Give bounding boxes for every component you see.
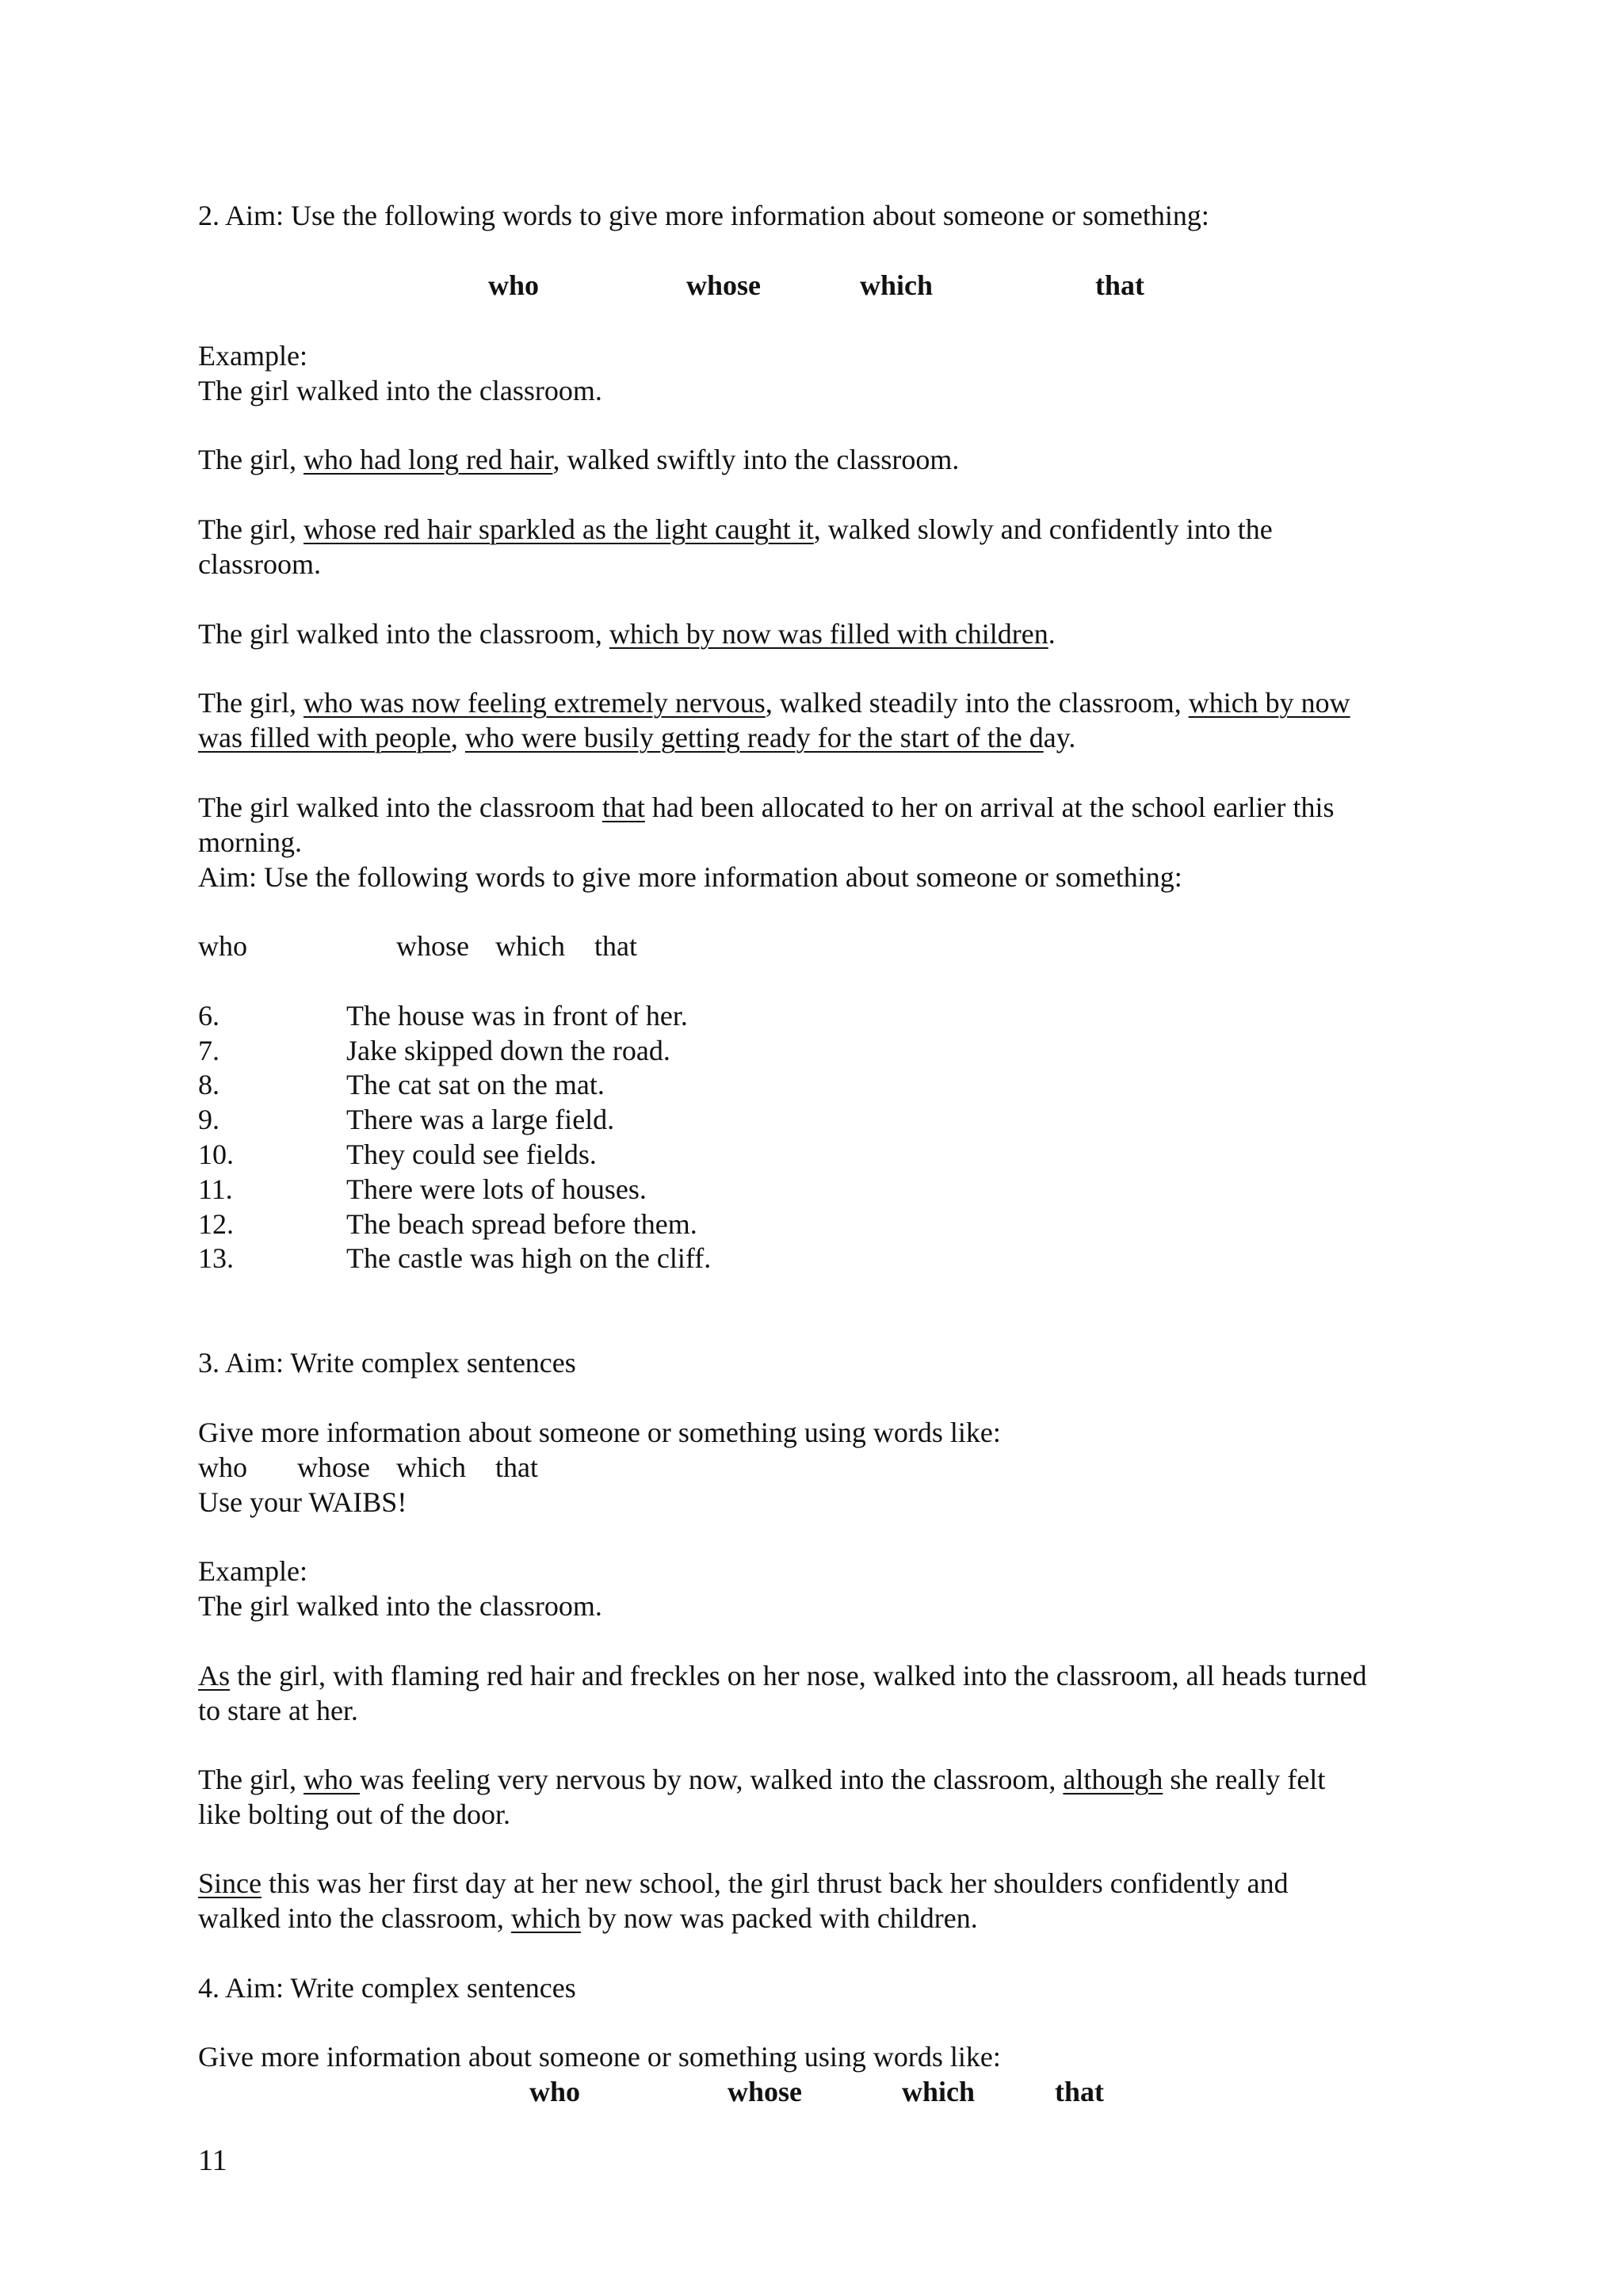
example-label: Example:	[198, 1555, 307, 1587]
connective-underline: although	[1063, 1764, 1163, 1795]
relative-clause-underline: who was now feeling extremely nervous	[303, 687, 766, 719]
relative-clause-underline: which by now was filled with children	[609, 618, 1048, 650]
example-sentence-1: The girl, who had long red hair, walked swiftly into the classroom.	[198, 444, 960, 475]
section3-intro: Give more information about someone or something using words like:	[198, 1417, 1001, 1448]
list-item-number: 13.	[198, 1242, 234, 1274]
list-item: The house was in front of her.	[346, 1000, 688, 1032]
example-sentence-5-cont: morning.	[198, 826, 302, 858]
complex-sentence-1: As the girl, with flaming red hair and freckles on her nose, walked into the classroom, all heads turned	[198, 1660, 1367, 1691]
example-base-sentence: The girl walked into the classroom.	[198, 1590, 602, 1622]
section4-intro: Give more information about someone or something using words like:	[198, 2041, 1001, 2073]
word-that: that	[594, 930, 637, 962]
example-base-sentence: The girl walked into the classroom.	[198, 375, 602, 406]
keyword-who: who	[529, 2076, 581, 2107]
waibs-reminder: Use your WAIBS!	[198, 1486, 407, 1518]
keyword-whose: whose	[727, 2076, 803, 2107]
section2-aim: 2. Aim: Use the following words to give more information about someone or something:	[198, 200, 1209, 231]
list-item-number: 7.	[198, 1035, 220, 1066]
word-which: which	[396, 1451, 466, 1483]
list-item: There was a large field.	[346, 1104, 615, 1135]
complex-sentence-1-cont: to stare at her.	[198, 1695, 358, 1726]
section4-aim: 4. Aim: Write complex sentences	[198, 1972, 576, 2004]
list-item: The cat sat on the mat.	[346, 1069, 605, 1100]
connective-underline: which	[510, 1902, 581, 1934]
keyword-whose: whose	[686, 269, 762, 301]
connective-underline: who	[303, 1764, 360, 1795]
word-that: that	[495, 1451, 538, 1483]
word-whose: whose	[297, 1451, 370, 1483]
relative-clause-underline: was filled with people	[198, 722, 451, 753]
word-who: who	[198, 930, 247, 962]
word-whose: whose	[396, 930, 469, 962]
example-sentence-3: The girl walked into the classroom, which by now was filled with children.	[198, 618, 1056, 650]
example-sentence-4-cont: was filled with people, who were busily getting ready for the start of the day.	[198, 722, 1076, 753]
list-item: They could see fields.	[346, 1138, 597, 1170]
example-sentence-2-cont: classroom.	[198, 548, 321, 580]
relative-clause-underline: which by now	[1188, 687, 1350, 719]
list-item-number: 12.	[198, 1208, 234, 1240]
list-item: Jake skipped down the road.	[346, 1035, 670, 1066]
list-item-number: 11.	[198, 1173, 233, 1205]
list-item: The beach spread before them.	[346, 1208, 697, 1240]
page-number: 11	[198, 2144, 227, 2177]
relative-clause-underline: that	[601, 791, 645, 823]
keyword-that: that	[1095, 269, 1144, 301]
word-who: who	[198, 1451, 247, 1483]
complex-sentence-2: The girl, who was feeling very nervous by now, walked into the classroom, although she really felt	[198, 1764, 1326, 1795]
complex-sentence-3: Since this was her first day at her new school, the girl thrust back her shoulders confidently and	[198, 1867, 1289, 1899]
list-item-number: 9.	[198, 1104, 220, 1135]
example-sentence-4: The girl, who was now feeling extremely nervous, walked steadily into the classroom, which by now	[198, 687, 1350, 719]
example-label: Example:	[198, 340, 307, 372]
example-sentence-5: The girl walked into the classroom that had been allocated to her on arrival at the school earlier this	[198, 791, 1335, 823]
word-which: which	[495, 930, 565, 962]
relative-clause-underline: who had long red hair	[303, 444, 553, 475]
keyword-which: which	[902, 2076, 976, 2107]
relative-clause-underline: who were busily getting ready for the start of the d	[464, 722, 1044, 753]
connective-underline: Since	[198, 1867, 262, 1899]
complex-sentence-3-cont: walked into the classroom, which by now was packed with children.	[198, 1902, 978, 1934]
relative-clause-underline: whose red hair sparkled as the light caught it	[303, 513, 814, 545]
list-item-number: 10.	[198, 1138, 234, 1170]
keyword-which: which	[860, 269, 934, 301]
connective-underline: As	[198, 1660, 231, 1691]
list-item-number: 6.	[198, 1000, 220, 1032]
list-item-number: 8.	[198, 1069, 220, 1100]
list-item: There were lots of houses.	[346, 1173, 647, 1205]
example-sentence-2: The girl, whose red hair sparkled as the light caught it, walked slowly and confidently into the	[198, 513, 1273, 545]
section3-aim: 3. Aim: Write complex sentences	[198, 1347, 576, 1379]
list-item: The castle was high on the cliff.	[346, 1242, 712, 1274]
complex-sentence-2-cont: like bolting out of the door.	[198, 1798, 510, 1830]
keyword-who: who	[488, 269, 540, 301]
section2-aim-repeat: Aim: Use the following words to give more information about someone or something:	[198, 861, 1182, 893]
keyword-that: that	[1055, 2076, 1104, 2107]
